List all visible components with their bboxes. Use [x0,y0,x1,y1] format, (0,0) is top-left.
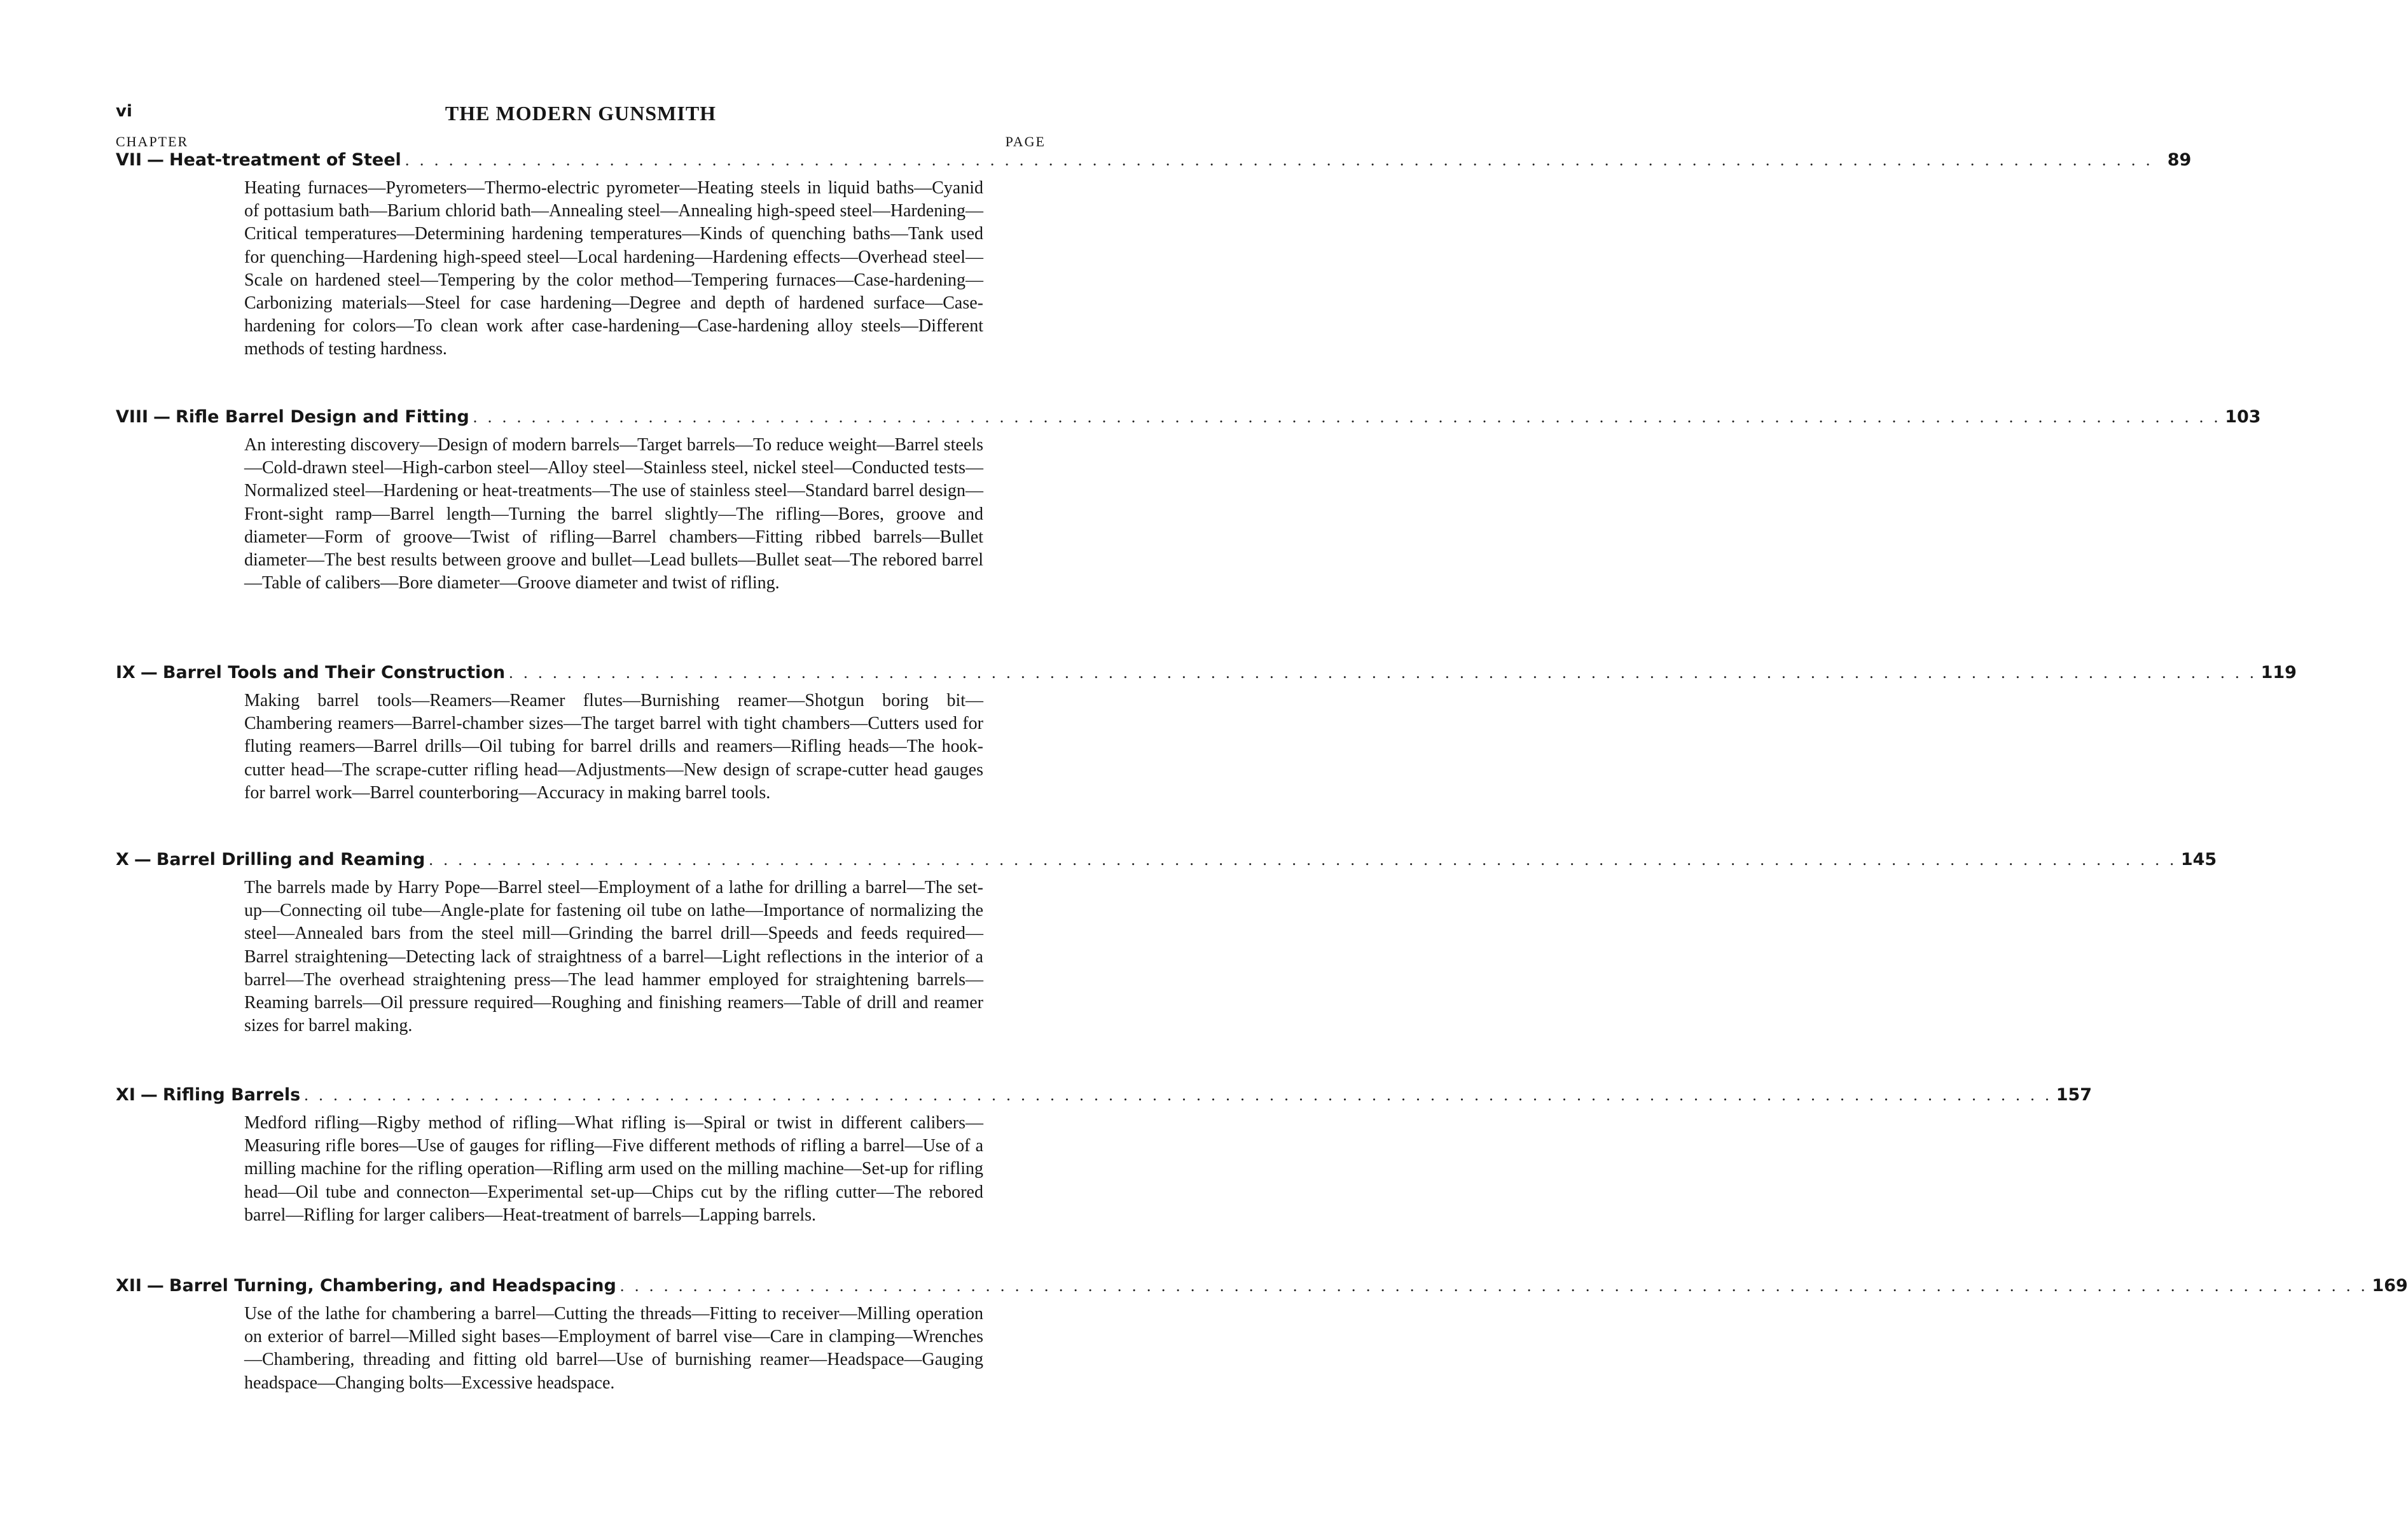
chapter-dash: — [146,1276,164,1296]
chapter-title: Barrel Tools and Their Construction [162,663,506,682]
dot-leader: . . . . . . . . . . . . . . . . . . . . . . . . . . . . . . . . . . . . . . . . . . . . . . . . . . . . . . . . . . . . . . . . . . . . . . . . . . . . . . . . . . . . . . . . . . . . . . . . . . . . . . . . . . . . . . . . . . . . . . . . [429,850,2177,869]
chapter-entry-xii [116,1276,2408,1395]
column-headings [116,134,1046,151]
chapter-entry-xi [116,1085,2093,1227]
chapter-dash: — [140,663,158,682]
chapter-numeral: XII [116,1276,142,1296]
chapter-numeral: VII [116,150,142,170]
chapter-numeral: IX [116,663,135,682]
chapter-numeral: X [116,850,129,869]
chapter-title: Rifle Barrel Design and Fitting [176,407,469,427]
chapter-description: Making barrel tools—Reamers—Reamer flutes—Burnishing reamer—Shotgun boring bit—Chambering reamers—Barrel-chamber sizes—The target barrel with tight chambers—Cutters used for fluting reamers—Barrel drills—Oil tubing for barrel drills and reamers—Rifling heads—The hook-cutter head—The scrape-cutter rifling head—Adjustments—New design of scrape-cutter head gauges for barrel work—Barrel counterboring—Accuracy in making barrel tools. [244,691,983,803]
dot-leader: . . . . . . . . . . . . . . . . . . . . . . . . . . . . . . . . . . . . . . . . . . . . . . . . . . . . . . . . . . . . . . . . . . . . . . . . . . . . . . . . . . . . . . . . . . . . . . . . . . . . . . . . . . . . . . . . . . . . . . . . [619,1276,2369,1295]
chapter-dash: — [140,1085,158,1105]
chapter-title: Barrel Turning, Chambering, and Headspacing [169,1276,616,1296]
chapter-heading [116,850,2217,875]
chapter-heading [116,407,2261,432]
dot-leader: . . . . . . . . . . . . . . . . . . . . . . . . . . . . . . . . . . . . . . . . . . . . . . . . . . . . . . . . . . . . . . . . . . . . . . . . . . . . . . . . . . . . . . . . . . . . . . . . . . . . . . . . . . . . . . . . . . . . . . . . [405,151,2154,169]
chapter-dash: — [134,850,151,869]
chapter-title: Rifling Barrels [162,1085,301,1105]
chapter-description: Medford rifling—Rigby method of rifling—What rifling is—Spiral or twist in different calibers—Measuring rifle bores—Use of gauges for rifling—Five different methods of rifling a barrel—Use of a milling machine for the rifling operation—Rifling arm used on the milling machine—Set-up for rifling head—Oil tube and connecton—Experimental set-up—Chips cut by the rifling cutter—The rebored barrel—Rifling for larger calibers—Heat-treatment of barrels—Lapping barrels. [244,1113,983,1225]
chapter-heading [116,663,2297,688]
chapter-heading [116,1276,2408,1301]
chapter-numeral: XI [116,1085,135,1105]
chapter-heading [116,150,2192,176]
chapter-entry-x [116,850,2217,1037]
page-column-heading: PAGE [1005,134,1046,149]
dot-leader: . . . . . . . . . . . . . . . . . . . . . . . . . . . . . . . . . . . . . . . . . . . . . . . . . . . . . . . . . . . . . . . . . . . . . . . . . . . . . . . . . . . . . . . . . . . . . . . . . . . . . . . . . . . . . . . . . . . . . . . . [304,1086,2052,1104]
chapter-entry-viii [116,407,2261,595]
chapter-dash: — [147,150,164,170]
chapter-description: An interesting discovery—Design of modern barrels—Target barrels—To reduce weight—Barrel steels—Cold-drawn steel—High-carbon steel—Alloy steel—Stainless steel, nickel steel—Conducted tests—Normalized steel—Hardening or heat-treatments—The use of stainless steel—Standard barrel design—Front-sight ramp—Barrel length—Turning the barrel slightly—The rifling—Bores, groove and diameter—Form of groove—Twist of rifling—Barrel chambers—Fitting ribbed barrels—Bullet diameter—The best results between groove and bullet—Lead bullets—Bullet seat—The rebored barrel—Table of calibers—Bore diameter—Groove diameter and twist of rifling. [244,435,983,593]
chapter-heading [116,1085,2093,1110]
chapter-entry-vii [116,150,2192,361]
chapter-page-number: 89 [2167,150,2192,170]
chapter-description: Heating furnaces—Pyrometers—Thermo-electric pyrometer—Heating steels in liquid baths—Cyanid of pottasium bath—Barium chlorid bath—Annealing steel—Annealing high-speed steel—Hardening—Critical temperatures—Determining hardening temperatures—Kinds of quenching baths—Tank used for quenching—Hardening high-speed steel—Local hardening—Hardening effects—Overhead steel—Scale on hardened steel—Tempering by the color method—Tempering furnaces—Case-hardening—Carbonizing materials—Steel for case hardening—Degree and depth of hardened surface—Case-hardening for colors—To clean work after case-hardening—Case-hardening alloy steels—Different methods of testing hardness. [244,178,983,359]
chapter-page-number: 145 [2180,850,2217,869]
chapter-entry-ix [116,663,2297,805]
chapter-title: Barrel Drilling and Reaming [156,850,426,869]
chapter-description: The barrels made by Harry Pope—Barrel steel—Employment of a lathe for drilling a barrel—The set-up—Connecting oil tube—Angle-plate for fastening oil tube on lathe—Importance of normalizing the steel—Annealed bars from the steel mill—Grinding the barrel drill—Speeds and feeds required—Barrel straightening—Detecting lack of straightness of a barrel—Light reflections in the interior of a barrel—The overhead straightening press—The lead hammer employed for straightening barrels—Reaming barrels—Oil pressure required—Roughing and finishing reamers—Table of drill and reamer sizes for barrel making. [244,878,983,1036]
dot-leader: . . . . . . . . . . . . . . . . . . . . . . . . . . . . . . . . . . . . . . . . . . . . . . . . . . . . . . . . . . . . . . . . . . . . . . . . . . . . . . . . . . . . . . . . . . . . . . . . . . . . . . . . . . . . . . . . . . . . . . . . [473,408,2222,426]
chapter-numeral: VIII [116,407,149,427]
dot-leader: . . . . . . . . . . . . . . . . . . . . . . . . . . . . . . . . . . . . . . . . . . . . . . . . . . . . . . . . . . . . . . . . . . . . . . . . . . . . . . . . . . . . . . . . . . . . . . . . . . . . . . . . . . . . . . . . . . . . . . . . [509,663,2257,682]
book-title: THE MODERN GUNSMITH [445,102,717,125]
running-head [116,102,1046,130]
chapter-column-heading: CHAPTER [116,134,189,149]
folio: vi [116,102,132,121]
chapter-page-number: 169 [2372,1276,2408,1296]
chapter-dash: — [153,407,171,427]
chapter-page-number: 103 [2225,407,2261,427]
chapter-page-number: 157 [2056,1085,2093,1105]
chapter-title: Heat-treatment of Steel [169,150,401,170]
chapter-description: Use of the lathe for chambering a barrel—Cutting the threads—Fitting to receiver—Milling operation on exterior of barrel—Milled sight bases—Employment of barrel vise—Care in clamping—Wrenches—Chambering, threading and fitting old barrel—Use of burnishing reamer—Headspace—Gauging headspace—Changing bolts—Excessive headspace. [244,1304,983,1393]
chapter-page-number: 119 [2260,663,2297,682]
